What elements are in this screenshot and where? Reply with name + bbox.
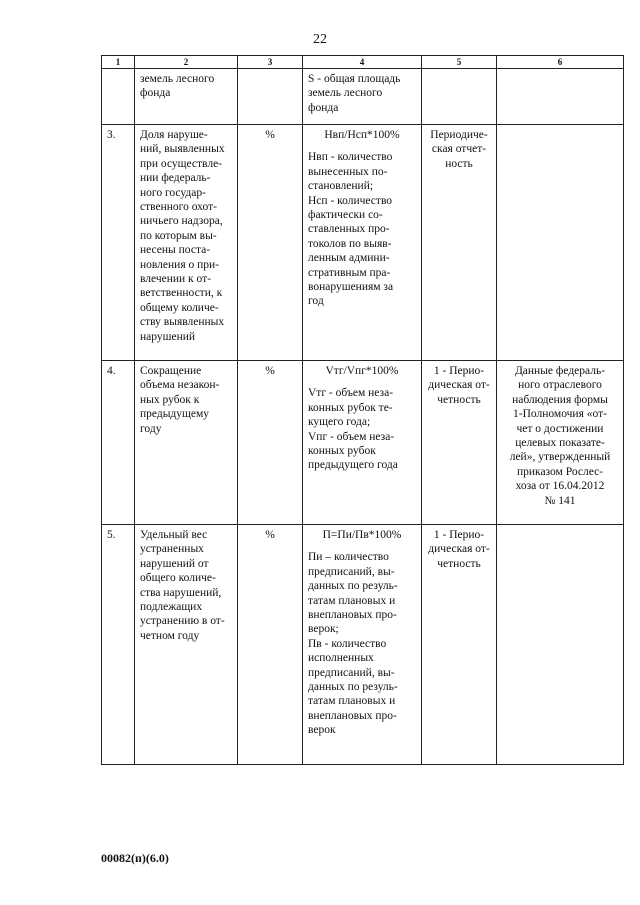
text-line: нарушений от: [140, 557, 209, 570]
text-line: четность: [437, 393, 481, 406]
header-col-3: 3: [238, 56, 303, 69]
data-source: [422, 125, 497, 361]
text-line: Vпг - объем неза-: [308, 430, 395, 443]
text-line: Сокращение: [140, 365, 202, 377]
continuation-row: [102, 69, 624, 125]
text-line: данных по резуль-: [308, 681, 398, 694]
text-line: Доля наруше-: [140, 129, 208, 141]
text-line: исполненных: [308, 652, 374, 665]
formula: Vтг/Vпг*100%: [325, 365, 399, 377]
formula-cell: [303, 125, 422, 361]
text-line: Нвп - количество: [308, 151, 393, 164]
text-line: приказом Рослес-: [516, 465, 604, 478]
text-line: верок;: [308, 623, 339, 636]
text-line: устраненных: [140, 543, 204, 556]
text-line: 1 - Перио-: [433, 529, 485, 541]
text-line: чет о достижении: [516, 422, 604, 435]
text-line: конных рубок: [308, 445, 376, 458]
header-col-5: 5: [422, 56, 497, 69]
indicators-table: [101, 55, 624, 765]
text-line: становлений;: [308, 180, 374, 193]
unit: %: [238, 125, 303, 361]
text-line: стративным пра-: [308, 266, 391, 279]
text-line: ская отчет-: [431, 143, 487, 156]
text-line: фонда: [308, 101, 339, 114]
text-line: нии федераль-: [140, 172, 211, 185]
page-number: 22: [313, 32, 327, 47]
text-line: году: [140, 422, 162, 435]
text-line: при осуществле-: [140, 157, 222, 170]
table-row: [102, 125, 624, 361]
text-line: ничьего надзора,: [140, 215, 223, 228]
text-line: влечении к от-: [140, 273, 211, 286]
text-line: 1-Полномочия «от-: [513, 408, 607, 421]
note: [497, 125, 624, 361]
row-number: 3.: [102, 125, 135, 361]
text-line: предыдущему: [140, 408, 210, 421]
text-line: Периодиче-: [430, 129, 488, 141]
text-line: Данные федераль-: [514, 365, 606, 377]
formula-desc: [308, 637, 416, 738]
table-row: [102, 361, 624, 525]
text-line: хоза от 16.04.2012: [515, 480, 605, 493]
text-line: конных рубок те-: [308, 401, 393, 414]
text-line: кущего года;: [308, 416, 371, 429]
text-line: татам плановых и: [308, 695, 396, 708]
text-line: токолов по выяв-: [308, 237, 392, 250]
text-line: верок: [308, 724, 336, 737]
data-source: [422, 361, 497, 525]
text-line: ность: [445, 157, 473, 170]
text-line: фонда: [140, 87, 171, 100]
text-line: ству выявленных: [140, 316, 225, 329]
text-line: предписаний, вы-: [308, 565, 395, 578]
text-line: несены поста-: [140, 244, 211, 257]
text-line: четном году: [140, 629, 200, 642]
formula-desc: [308, 386, 416, 429]
text-line: Vтг - объем неза-: [308, 387, 394, 400]
text-line: Пв - количество: [308, 637, 387, 650]
text-line: подлежащих: [140, 601, 203, 614]
header-col-4: 4: [303, 56, 422, 69]
formula-desc: [308, 550, 416, 636]
header-col-2: 2: [135, 56, 238, 69]
text-line: общему количе-: [140, 301, 219, 314]
text-line: внеплановых про-: [308, 609, 397, 622]
continuation-formula: [303, 69, 422, 125]
text-line: дическая от-: [428, 379, 490, 392]
formula-desc: [308, 430, 416, 473]
text-line: вынесенных по-: [308, 165, 388, 178]
row-number: 5.: [102, 525, 135, 765]
text-line: Нсп - количество: [308, 194, 393, 207]
text-line: данных по резуль-: [308, 580, 398, 593]
text-line: Пи – количество: [308, 551, 389, 564]
text-line: предыдущего года: [308, 459, 398, 472]
text-line: ветственности, к: [140, 287, 223, 300]
formula-cell: [303, 525, 422, 765]
note: [497, 525, 624, 765]
text-line: ного отраслевого: [518, 379, 602, 392]
text-line: нарушений: [140, 330, 196, 343]
continuation-name: [135, 69, 238, 125]
text-line: № 141: [544, 494, 576, 507]
text-line: ственного охот-: [140, 201, 217, 214]
formula-desc: [308, 150, 416, 193]
text-line: новления о при-: [140, 258, 220, 271]
row-number: 4.: [102, 361, 135, 525]
formula-cell: [303, 361, 422, 525]
text-line: фактически со-: [308, 209, 383, 222]
text-line: объема незакон-: [140, 379, 220, 392]
text-line: татам плановых и: [308, 594, 396, 607]
note: [497, 361, 624, 525]
text-line: ний, выявленных: [140, 143, 225, 156]
text-line: целевых показате-: [515, 437, 605, 450]
text-line: земель лесного: [308, 87, 383, 100]
header-col-1: 1: [102, 56, 135, 69]
text-line: год: [308, 295, 324, 308]
text-line: наблюдения формы: [512, 393, 608, 406]
formula: П=Пи/Пв*100%: [322, 529, 402, 541]
text-line: предписаний, вы-: [308, 666, 395, 679]
text-line: S - общая площадь: [308, 73, 401, 85]
text-line: ства нарушений,: [140, 586, 222, 599]
text-line: ного государ-: [140, 186, 206, 199]
text-line: земель лесного: [140, 73, 215, 85]
header-col-6: 6: [497, 56, 624, 69]
indicator-name: [135, 361, 238, 525]
text-line: устранению в от-: [140, 615, 225, 628]
unit: %: [238, 361, 303, 525]
text-line: четность: [437, 557, 481, 570]
text-line: внеплановых про-: [308, 709, 397, 722]
header-row: [102, 56, 624, 69]
text-line: дическая от-: [428, 543, 490, 556]
text-line: 1 - Перио-: [433, 365, 485, 377]
formula-desc: [308, 194, 416, 309]
indicator-name: [135, 525, 238, 765]
text-line: общего количе-: [140, 572, 216, 585]
text-line: ставленных про-: [308, 223, 390, 236]
table-row: [102, 525, 624, 765]
indicator-name: [135, 125, 238, 361]
document-code: 00082(п)(6.0): [101, 851, 169, 865]
formula: Нвп/Нсп*100%: [324, 129, 400, 141]
text-line: вонарушениям за: [308, 281, 394, 294]
text-line: лей», утвержденный: [509, 451, 611, 464]
text-line: Удельный вес: [140, 529, 208, 541]
text-line: ленным админи-: [308, 252, 390, 265]
data-source: [422, 525, 497, 765]
text-line: по которым вы-: [140, 229, 217, 242]
unit: %: [238, 525, 303, 765]
text-line: ных рубок к: [140, 393, 200, 406]
